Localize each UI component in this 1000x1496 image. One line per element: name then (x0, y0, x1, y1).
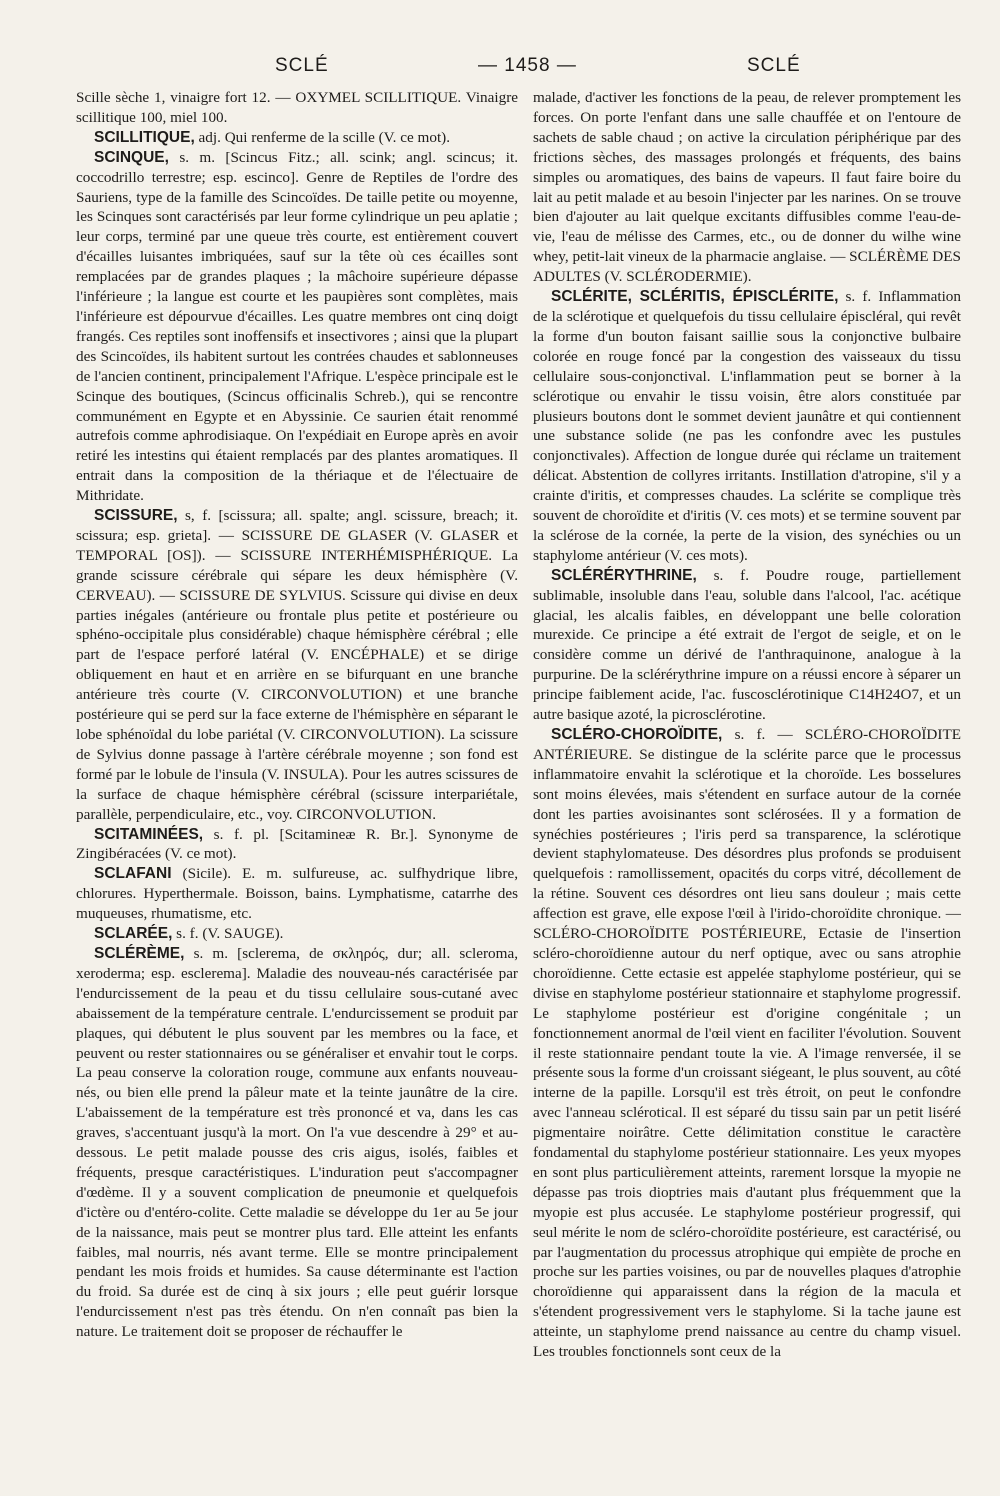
entry-continuation: Scille sèche 1, vinaigre fort 12. — OXYMEL SCILLITIQUE. Vinaigre scillitique 100, miel 100. (76, 89, 518, 126)
definition: s. m. [sclerema, de σκληρός, dur; all. scleroma, xeroderma; esp. esclerema]. Maladie des nouveau-nés caractérisée par l'endurcissement de la peau et du tissu cellulaire sous-cutané avec abaissement de la température centrale. L'endurcissement se produit par plaques, qui débutent le plus souvent par les membres ou la face, et peuvent ou rester stationnaires ou se généraliser et envahir tout le corps. La peau conserve la coloration rouge, commune aux enfants nouveau-nés, ou bien elle prend la pâleur mate et la teinte jaunâtre de la cire. L'abaissement de la température est très prononcé et va, dans les cas graves, s'accentuant jusqu'à la mort. On l'a vue descendre à 29° et au-dessous. Le petit malade pousse des cris aigus, isolés, faibles et fréquents, presque caractéristiques. L'induration peut s'accompagner d'œdème. Il y a souvent complication de pneumonie et quelquefois d'ictère ou d'entéro-colite. Cette maladie se développe du 1er au 5e jour de la naissance, mais peut se montrer plus tard. Elle atteint les enfants faibles, mal nourris, nés avant terme. Elle se montre principalement pendant les mois froids et humides. Sa cause déterminante est l'action du froid. Sa durée est de cinq à six jours ; elle peut guérir lorsque l'endurcissement n'est pas très étendu. On n'en connaît pas bien la nature. Le traitement doit se proposer de réchauffer le (76, 944, 518, 1341)
entry-scissure (76, 506, 518, 825)
headword: SCILLITIQUE, (94, 128, 195, 146)
headword: SCLAFANI (94, 865, 172, 883)
headword: SCLÉRÉRYTHRINE, (551, 566, 697, 584)
definition: (Sicile). E. m. sulfureuse, ac. sulfhydrique libre, chlorures. Hyperthermale. Boisson, bains. Lymphatisme, catarrhe des muqueuses, rhumatisme, etc. (76, 865, 518, 923)
entry-scitaminees (76, 825, 518, 865)
entry-sclafani (76, 864, 518, 924)
headword: SCLÉRÈME, (94, 944, 185, 962)
headword: SCLARÉE, (94, 925, 173, 943)
definition: s. f. Inflammation de la sclérotique et quelquefois du tissu cellulaire épiscléral, qui revêt la forme d'un bouton faisant saillie sous la conjonctive bulbaire colorée en rouge foncé par la congestion des vaisseaux du tissu cellulaire sous-conjonctival. L'inflammation peut se borner à la sclérotique ou envahir le tissu voisin, être alors constituée par plusieurs boutons dont le sommet devient jaunâtre et qui contiennent une substance solide (ne pas les confondre avec les pustules conjonctivales). Affection de longue durée qui réclame un traitement délicat. Abstention de collyres irritants. Instillation d'atropine, s'il y a crainte d'iritis, et compresses chaudes. La sclérite se complique très souvent de choroïdite et d'iritis (V. ces mots) et se termine souvent par la sclérose de la cornée, la perte de la vision, des synéchies ou un staphylome antérieur (V. ces mots). (533, 288, 961, 564)
right-column (533, 88, 961, 1362)
entry-sclaree (76, 924, 518, 944)
entry-sclererythrine (533, 566, 961, 725)
entry-sclero-choroidite (533, 725, 961, 1362)
definition: s. f. (V. SAUGE). (172, 925, 284, 943)
entry-scillitique (76, 128, 518, 148)
definition: s, f. [scissura; all. spalte; angl. scissure, breach; it. scissura; esp. grieta]. — SCISSURE DE GLASER (V. GLASER et TEMPORAL [OS]). — SCISSURE INTERHÉMISPHÉRIQUE. La grande scissure cérébrale qui sépare les deux hémisphère (V. CERVEAU). — SCISSURE DE SYLVIUS. Scissure qui divise en deux parties inégales (antérieure ou frontale plus petite et postérieure ou sphéno-occipitale plus considérable) chaque hémisphère cérébral ; elle part de l'espace perforé latéral (V. ENCÉPHALE) et se dirige obliquement en haut et en arrière en se bifurquant en une branche antérieure très courte (V. CIRCONVOLUTION) et une branche postérieure qui se perd sur la face externe de l'hémisphère en séparant le lobe sphénoïdal du lobe pariétal (V. CIRCONVOLUTION). La scissure de Sylvius donne passage à l'artère cérébrale moyenne ; son fond est formé par le lobule de l'insula (V. INSULA). Pour les autres scissures de la surface de chaque hémisphère cérébral (scissure interpariétale, parallèle, perpendiculaire, etc., voy. CIRCONVOLUTION. (76, 507, 518, 823)
headword: SCISSURE, (94, 507, 178, 525)
running-head-right: SCLÉ (747, 55, 801, 76)
page-header (0, 55, 1000, 83)
headword: SCLÉRO-CHOROÏDITE, (551, 726, 723, 743)
entry-scinque (76, 148, 518, 506)
definition: s. f. Poudre rouge, partiellement sublimable, insoluble dans l'eau, soluble dans l'alcool, l'ac. acétique glacial, les alcalis faibles, en développant une belle coloration murexide. Ce principe a été extrait de l'ergot de seigle, et on le considère comme un dérivé de l'anthraquinone, analogue à la purpurine. De la sclérérythrine impure on a réussi encore à séparer un principe faiblement acide, l'ac. fuscosclérotinique C14H24O7, et un autre basique azoté, la picrosclérotine. (533, 566, 961, 724)
headword: SCINQUE, (94, 148, 169, 166)
definition: s. m. [Scincus Fitz.; all. scink; angl. scincus; it. coccodrillo terrestre; esp. escinco]. Genre de Reptiles de l'ordre des Sauriens, type de la famille des Scincoïdes. De taille petite ou moyenne, les Scinques sont caractérisés par leur forme cylindrique un peu aplatie ; leur corps, terminé par une queue très courte, est entièrement couvert d'écailles luisantes imbriquées, sauf sur la tête où ces écailles sont remplacées par de grandes plaques ; la mâchoire supérieure dépasse l'inférieure ; la langue est courte et les paupières sont complètes, mais l'inférieure est dépourvue d'écailles. Les quatre membres ont cinq doigt frangés. Ces reptiles sont inoffensifs et insectivores ; ainsi que la plupart des Scincoïdes, ils habitent surtout les contrées chaudes et sablonneuses de l'ancien continent, principalement l'Afrique. L'espèce principale est le Scinque des boutiques, (Scincus officinalis Schreb.), qui se rencontre communément en Egypte et en Abyssinie. Ce saurien était renommé autrefois comme aphrodisiaque. On l'expédiait en Europe après en avoir retiré les intestins qui étaient remplacés par des plantes aromatiques. Il entrait dans la composition de la thériaque et de l'électuaire de Mithridate. (76, 148, 518, 505)
entry-continuation: malade, d'activer les fonctions de la peau, de relever promptement les forces. On porte l'enfant dans une salle chauffée et on l'entoure de sachets de sable chaud ; on active la circulation périphérique par des frictions sèches, des massages prolongés et fréquents, des bains simples ou aromatiques, des bains de vapeurs. Il faut faire boire du lait au petit malade et au besoin l'injecter par les narines. On se trouve bien d'ajouter au lait quelque excitants diffusibles comme l'eau-de-vie, l'eau de mélisse des Carmes, etc., ou de donner du wilhe wine whey, petit-lait vineux de la pharmacie anglaise. — SCLÉRÈME DES ADULTES (V. SCLÉRODERMIE). (533, 89, 961, 286)
running-head-left: SCLÉ (275, 55, 329, 76)
definition: s. f. pl. [Scitamineæ R. Br.]. Synonyme de Zingibéracées (V. ce mot). (76, 825, 518, 863)
page-number: — 1458 — (478, 55, 577, 76)
definition: adj. Qui renferme de la scille (V. ce mot). (194, 128, 451, 146)
headword: SCLÉRITE, SCLÉRITIS, ÉPISCLÉRITE, (551, 288, 839, 306)
left-column (76, 88, 518, 1342)
headword: SCITAMINÉES, (94, 825, 204, 843)
entry-sclereme (76, 944, 518, 1342)
definition: s. f. — SCLÉRO-CHOROÏDITE ANTÉRIEURE. Se distingue de la sclérite parce que le processus inflammatoire envahit la sclérotique et la choroïde. Les bosselures sont moins élevées, mais s'étendent en surface autour de la cornée dont les parties avoisinantes sont sclérosées. Il y a formation de synéchies postérieures ; l'iris perd sa transparence, la sclérotique devient staphylomateuse. Des désordres plus profonds se produisent quelquefois : ramollissement, opacités du corps vitré, décollement de la rétine. Souvent ces désordres ont lieu sans douleur ; mais cette affection est grave, elle expose l'œil à l'irido-choroïdite chronique. — SCLÉRO-CHOROÏDITE POSTÉRIEURE, Ectasie de l'insertion scléro-choroïdienne autour du nerf optique, avec ou sans atrophie choroïdienne. Cette ectasie est appelée staphylome postérieur, qui se divise en staphylome postérieur stationnaire et staphylome progressif. Le staphylome postérieur est d'origine congénitale ; un fonctionnement anormal de l'œil vient en faciliter l'évolution. Souvent il reste stationnaire pendant toute la vie. A l'image renversée, il se présente sous la forme d'un croissant siégeant, le plus souvent, au côté interne de la papille. Lorsqu'il est très étroit, on peut le confondre avec l'anneau sclérotical. Il est séparé du tissu sain par un petit liséré pigmentaire noirâtre. Cette délimitation constitue le caractère fondamental du staphylome postérieur stationnaire. Les yeux myopes en sont plus particulièrement atteints, rarement lorsque la myopie ne dépasse pas trois dioptries mais d'autant plus fréquemment que la myopie est plus accusée. Le staphylome postérieur progressif, qui seul mérite le nom de scléro-choroïdite postérieure, est caractérisé, ou par l'augmentation du processus atrophique qui empiète de proche en proche sur les parties voisines, ou par de nouvelles plaques d'atrophie choroïdienne qui apparaissent dans la région de la macula et s'étendent progressivement vers le staphylome. Si la tache jaune est atteinte, un staphylome prend naissance au centre du champ visuel. Les troubles fonctionnels sont ceux de la (533, 726, 961, 1361)
entry-sclerite (533, 287, 961, 566)
